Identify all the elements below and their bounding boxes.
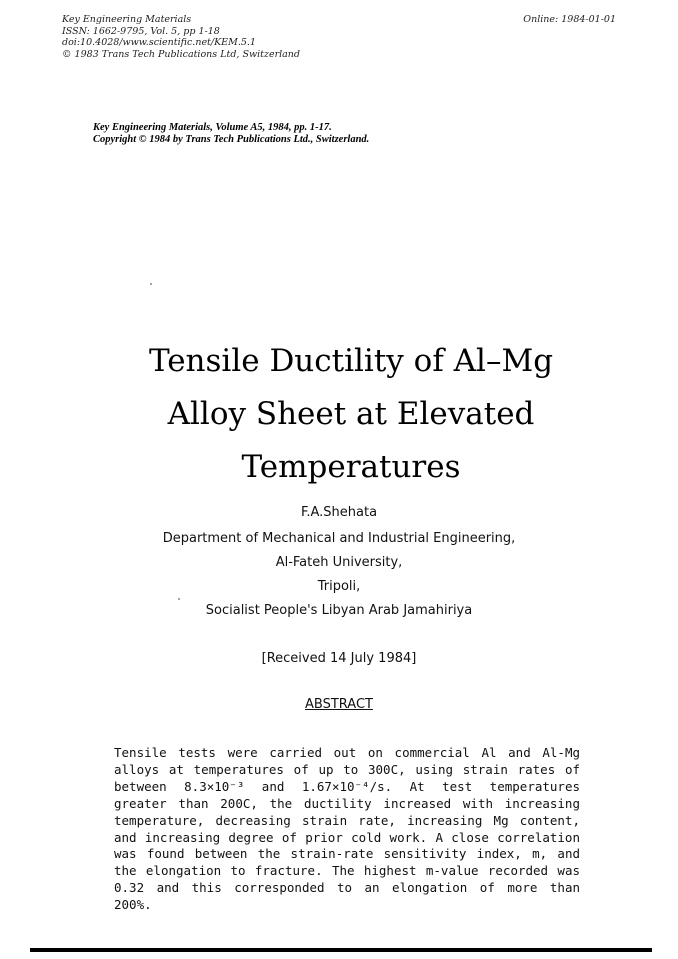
affiliation-university: Al-Fateh University,: [275, 555, 403, 570]
affiliation-city: Tripoli,: [317, 579, 361, 594]
title-line-3: Temperatures: [241, 449, 461, 485]
journal-citation: Key Engineering Materials, Volume A5, 1984, pp. 1-17.: [93, 122, 332, 133]
received-date: [Received 14 July 1984]: [261, 651, 417, 666]
header-copyright: © 1983 Trans Tech Publications Ltd, Switzerland: [62, 48, 301, 60]
publication-header: [62, 14, 422, 60]
title-line-1: Tensile Ductility of Al–Mg: [148, 343, 554, 379]
header-issn: ISSN: 1662-9795, Vol. 5, pp 1-18: [62, 25, 220, 37]
abstract-heading: [0, 697, 678, 712]
header-journal-name: Key Engineering Materials: [62, 14, 192, 25]
affiliation-country: Socialist People's Libyan Arab Jamahiriya: [205, 603, 473, 618]
abstract-body: [114, 745, 580, 914]
header-doi[interactable]: doi:10.4028/www.scientific.net/KEM.5.1: [62, 37, 256, 48]
affiliation-department: Department of Mechanical and Industrial Engineering,: [162, 531, 516, 546]
scan-speck: [178, 598, 180, 600]
online-date: Online: 1984-01-01: [523, 14, 616, 25]
bottom-rule: [30, 948, 652, 952]
journal-copyright: Copyright © 1984 by Trans Tech Publications Ltd., Switzerland.: [93, 134, 370, 145]
journal-citation-block: [93, 122, 513, 146]
title-line-2: Alloy Sheet at Elevated: [167, 396, 535, 432]
author-name: F.A.Shehata: [300, 505, 378, 520]
scan-speck: [150, 283, 152, 285]
abstract-heading-text: ABSTRACT: [305, 697, 373, 712]
paper-title: [12, 335, 678, 494]
abstract-text: Tensile tests were carried out on commercial Al and Al-Mg alloys at temperatures of up to 300C, using strain rates of between 8.3×10⁻³ and 1.67×10⁻⁴/s. At test temperatures greater than 200C, the ductility increased with increasing temperature, decreasing strain rate, increasing Mg content, and increasing degree of prior cold work. A close correlation was found between the strain-rate sensitivity index, m, and the elongation to fracture. The highest m-value recorded was 0.32 and this corresponded to an elongation of more than 200%.: [114, 745, 580, 913]
